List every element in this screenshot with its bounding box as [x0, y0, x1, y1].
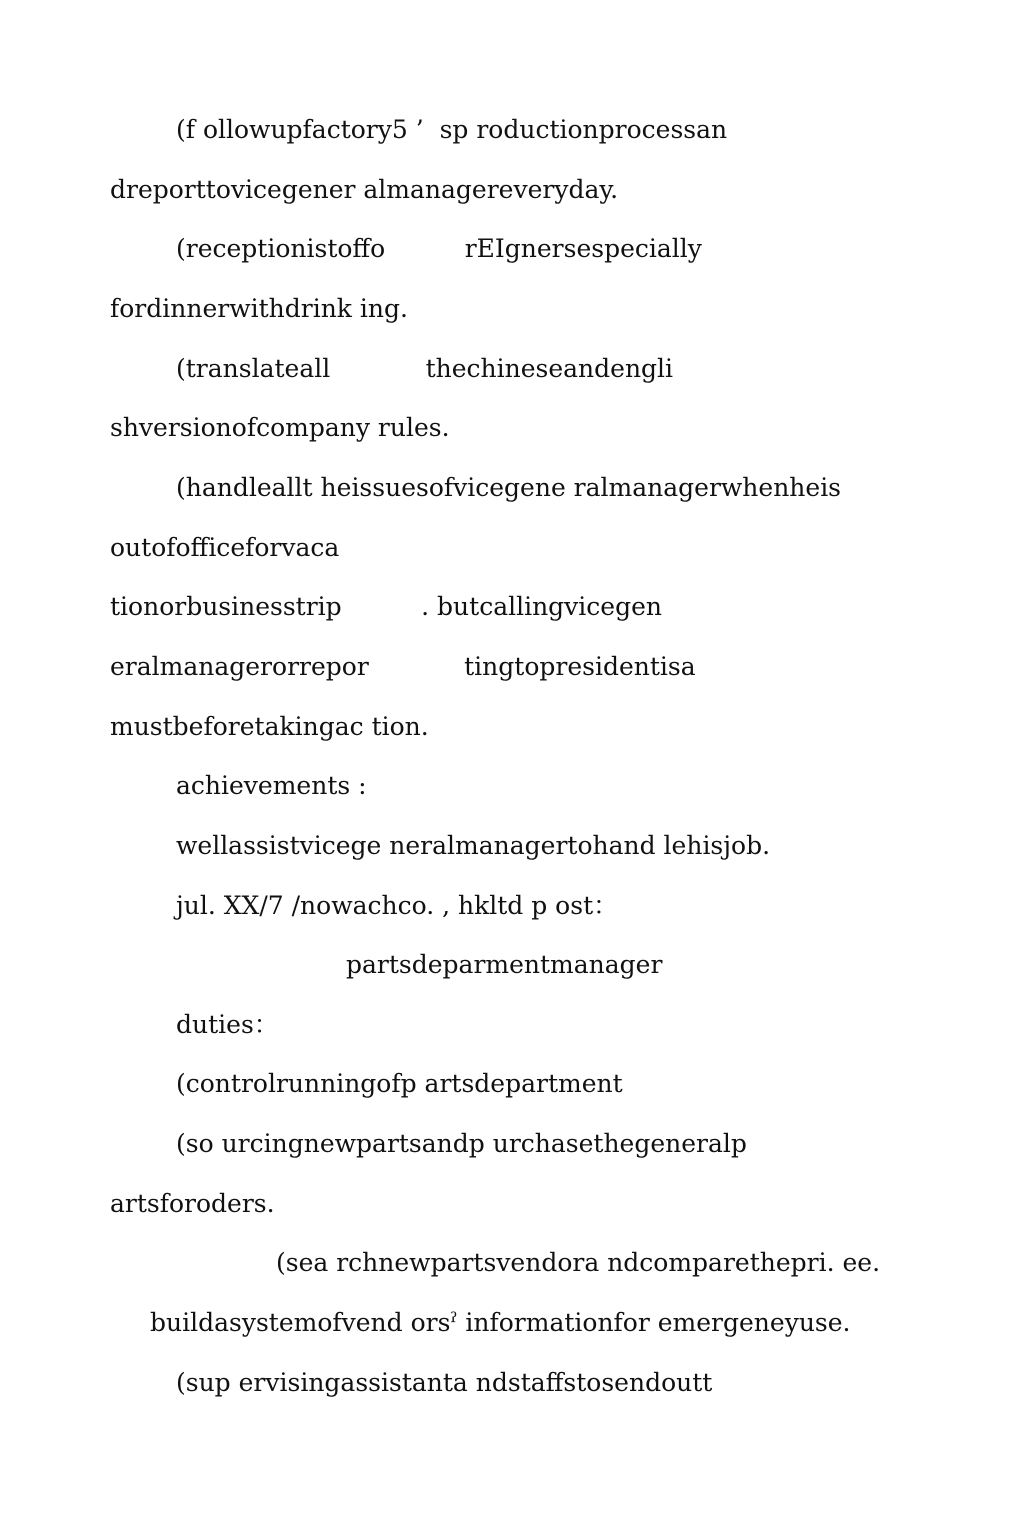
text-line: eralmanagerorrepor tingtopresidentisa: [110, 652, 696, 681]
text-line: outofofficeforvaca: [110, 533, 340, 562]
text-line: (receptionistoffo rEIgnersespecially: [176, 234, 702, 263]
text-line: (so urcingnewpartsandp urchasethegeneralp: [176, 1129, 747, 1158]
section-heading: achievements :: [176, 771, 367, 800]
text-line: wellassistvicege neralmanagertohand lehisjob.: [176, 831, 771, 860]
text-line: (controlrunningofp artsdepartment: [176, 1069, 623, 1098]
text-line: dreporttovicegener almanagereveryday.: [110, 175, 619, 204]
text-line: buildasystemofvend orsˀ informationfor emergeneyuse.: [150, 1308, 851, 1337]
text-line: mustbeforetakingac tion.: [110, 712, 429, 741]
text-line: (f ollowupfactory5 ’ sp roductionprocessan: [176, 115, 728, 144]
text-line: (handleallt heissuesofvicegene ralmanagerwhenheis: [176, 473, 842, 502]
text-line: partsdeparmentmanager: [346, 950, 663, 979]
text-line: (translateall thechineseandengli: [176, 354, 674, 383]
text-line: tionorbusinesstrip . butcallingvicegen: [110, 592, 663, 621]
text-line: fordinnerwithdrink ing.: [110, 294, 408, 323]
text-line: artsforoders.: [110, 1189, 275, 1218]
text-line: jul. XX/7 /nowachco. , hkltd p ost：: [176, 891, 619, 920]
section-heading: duties：: [176, 1010, 279, 1039]
text-line: (sup ervisingassistanta ndstaffstosendoutt: [176, 1368, 713, 1397]
text-line: shversionofcompany rules.: [110, 413, 450, 442]
text-line: (sea rchnewpartsvendora ndcomparethepri. ee.: [276, 1248, 881, 1277]
